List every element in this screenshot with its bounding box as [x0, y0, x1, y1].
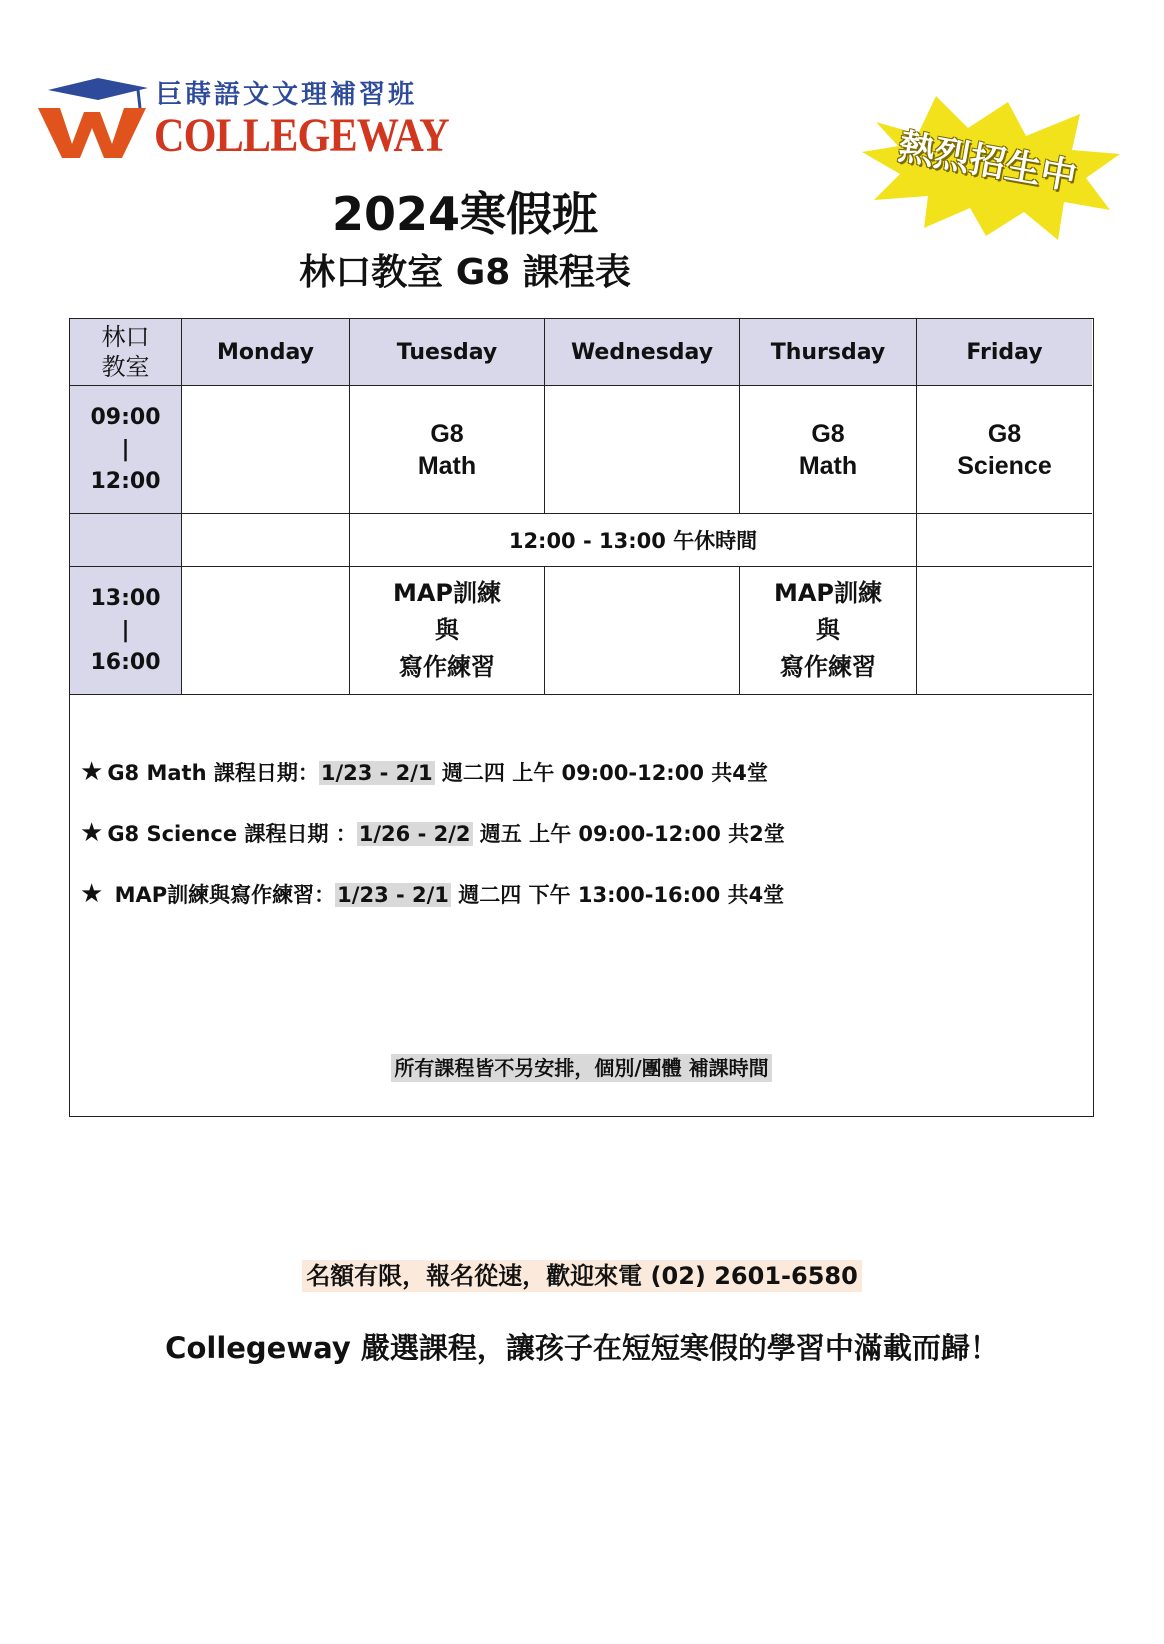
header-friday: Friday: [917, 319, 1092, 386]
contact-line: [0, 1256, 1164, 1291]
course-line: 寫作練習: [780, 653, 876, 681]
time-slot-morning: [70, 386, 182, 514]
enrollment-badge-text: 熱烈招生中: [895, 126, 1080, 199]
thursday-morning-course: [740, 386, 917, 514]
collegeway-logo: [38, 50, 449, 170]
note-prefix: MAP訓練與寫作練習：: [107, 883, 336, 907]
lunch-break-cell: 12:00 - 13:00 午休時間: [350, 514, 917, 567]
friday-lunch-cell: [917, 514, 1092, 567]
header-wednesday: Wednesday: [545, 319, 740, 386]
tuesday-morning-course: [350, 386, 545, 514]
note-map-dates: [80, 879, 784, 909]
afternoon-end: 16:00: [90, 649, 161, 675]
thursday-afternoon-course: [740, 567, 917, 695]
afternoon-start: 13:00: [90, 585, 161, 611]
note-suffix: 週五 上午 09:00-12:00 共2堂: [472, 822, 785, 846]
graduation-cap-w-icon: [38, 78, 148, 158]
friday-afternoon-cell: [917, 567, 1092, 695]
time-slot-lunch: [70, 514, 182, 567]
monday-afternoon-cell: [182, 567, 350, 695]
time-slot-afternoon: [70, 567, 182, 695]
slogan: Collegeway 嚴選課程，讓孩子在短短寒假的學習中滿載而歸！: [165, 1331, 999, 1365]
header-monday: Monday: [182, 319, 350, 386]
course-line: Science: [957, 451, 1052, 480]
star-icon: ★: [80, 879, 104, 909]
note-suffix: 週二四 下午 13:00-16:00 共4堂: [450, 883, 785, 907]
course-line: G8: [430, 419, 464, 448]
note-dates: 1/26 - 2/2: [358, 822, 471, 846]
star-icon: ★: [80, 818, 104, 848]
afternoon-separator: |: [121, 617, 130, 643]
course-line: 與: [435, 616, 459, 644]
makeup-note-text: 所有課程皆不另安排，個別/團體 補課時間: [391, 1054, 771, 1082]
note-science-dates: [80, 818, 785, 848]
note-dates: 1/23 - 2/1: [337, 883, 449, 907]
header-thursday: Thursday: [740, 319, 917, 386]
note-suffix: 週二四 上午 09:00-12:00 共4堂: [434, 761, 768, 785]
corner-cell: [70, 319, 182, 386]
note-math-dates: [80, 757, 768, 787]
logo-english-name: COLLEGEWAY: [154, 109, 449, 162]
logo-chinese-name: 巨蒔語文文理補習班: [156, 80, 418, 110]
schedule-table: [69, 318, 1094, 1117]
morning-separator: |: [121, 436, 130, 462]
note-dates: 1/23 - 2/1: [320, 761, 433, 785]
course-line: G8: [811, 419, 845, 448]
page-title: 2024寒假班: [331, 187, 599, 241]
wednesday-afternoon-cell: [545, 567, 740, 695]
wednesday-morning-cell: [545, 386, 740, 514]
course-line: Math: [417, 451, 477, 480]
header-tuesday: Tuesday: [350, 319, 545, 386]
course-line: G8: [987, 419, 1022, 448]
tuesday-afternoon-course: [350, 567, 545, 695]
course-line: Math: [798, 451, 858, 480]
contact-text: 名額有限，報名從速，歡迎來電 (02) 2601-6580: [302, 1260, 862, 1292]
monday-lunch-cell: [182, 514, 350, 567]
friday-morning-course: [917, 386, 1092, 514]
page-subtitle: 林口教室 G8 課程表: [299, 252, 631, 293]
course-line: 寫作練習: [399, 653, 495, 681]
star-icon: ★: [80, 757, 104, 787]
course-line: 與: [816, 616, 840, 644]
note-prefix: G8 Math 課程日期：: [107, 761, 319, 785]
corner-line-2: 教室: [101, 353, 150, 381]
makeup-note: [70, 1052, 1093, 1081]
course-line: MAP訓練: [773, 579, 883, 607]
note-prefix: G8 Science 課程日期 ：: [107, 822, 357, 846]
morning-end: 12:00: [90, 468, 161, 494]
course-line: MAP訓練: [392, 579, 502, 607]
corner-line-1: 林口: [101, 323, 150, 351]
morning-start: 09:00: [90, 404, 161, 430]
monday-morning-cell: [182, 386, 350, 514]
